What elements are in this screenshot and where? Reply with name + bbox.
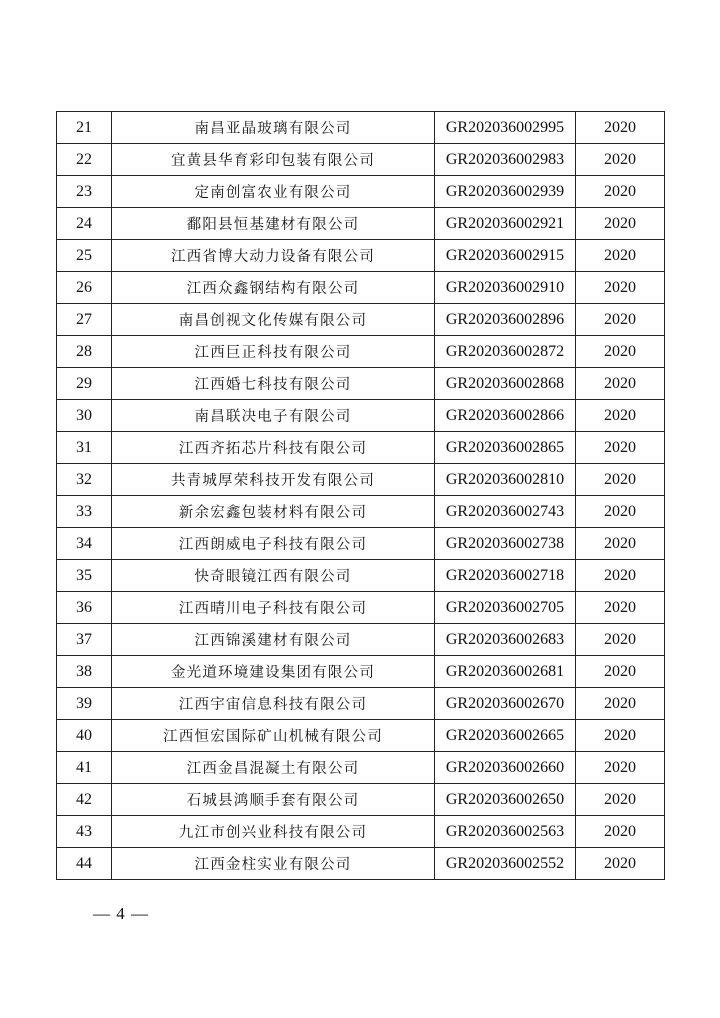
certificate-year: 2020 xyxy=(576,496,665,528)
company-name: 宜黄县华育彩印包装有限公司 xyxy=(112,144,435,176)
row-number: 44 xyxy=(57,848,112,880)
certificate-year: 2020 xyxy=(576,464,665,496)
certificate-number: GR202036002915 xyxy=(435,240,576,272)
certificate-year: 2020 xyxy=(576,432,665,464)
company-name: 金光道环境建设集团有限公司 xyxy=(112,656,435,688)
company-name: 南昌亚晶玻璃有限公司 xyxy=(112,112,435,144)
certificate-year: 2020 xyxy=(576,560,665,592)
table-row xyxy=(57,720,665,752)
certificate-number: GR202036002865 xyxy=(435,432,576,464)
certificate-year: 2020 xyxy=(576,208,665,240)
company-name: 南昌创视文化传媒有限公司 xyxy=(112,304,435,336)
company-name: 江西婚七科技有限公司 xyxy=(112,368,435,400)
table-row xyxy=(57,336,665,368)
company-name: 江西众鑫钢结构有限公司 xyxy=(112,272,435,304)
certificate-year: 2020 xyxy=(576,752,665,784)
table-row xyxy=(57,624,665,656)
certificate-number: GR202036002743 xyxy=(435,496,576,528)
table-row xyxy=(57,208,665,240)
certificate-year: 2020 xyxy=(576,368,665,400)
certificate-number: GR202036002563 xyxy=(435,816,576,848)
row-number: 42 xyxy=(57,784,112,816)
row-number: 40 xyxy=(57,720,112,752)
certificate-number: GR202036002868 xyxy=(435,368,576,400)
company-name: 南昌联决电子有限公司 xyxy=(112,400,435,432)
table-row xyxy=(57,816,665,848)
row-number: 37 xyxy=(57,624,112,656)
certificate-number: GR202036002896 xyxy=(435,304,576,336)
certificate-number: GR202036002718 xyxy=(435,560,576,592)
company-name: 定南创富农业有限公司 xyxy=(112,176,435,208)
certificate-year: 2020 xyxy=(576,688,665,720)
row-number: 29 xyxy=(57,368,112,400)
company-name: 石城县鸿顺手套有限公司 xyxy=(112,784,435,816)
certificate-number: GR202036002872 xyxy=(435,336,576,368)
company-name: 江西巨正科技有限公司 xyxy=(112,336,435,368)
enterprise-table xyxy=(56,111,665,880)
row-number: 32 xyxy=(57,464,112,496)
table-row xyxy=(57,560,665,592)
certificate-number: GR202036002683 xyxy=(435,624,576,656)
table-row xyxy=(57,656,665,688)
row-number: 31 xyxy=(57,432,112,464)
certificate-year: 2020 xyxy=(576,336,665,368)
row-number: 27 xyxy=(57,304,112,336)
certificate-year: 2020 xyxy=(576,848,665,880)
row-number: 21 xyxy=(57,112,112,144)
certificate-number: GR202036002910 xyxy=(435,272,576,304)
company-name: 江西晴川电子科技有限公司 xyxy=(112,592,435,624)
table-row xyxy=(57,784,665,816)
certificate-year: 2020 xyxy=(576,592,665,624)
table-row xyxy=(57,112,665,144)
row-number: 39 xyxy=(57,688,112,720)
certificate-number: GR202036002660 xyxy=(435,752,576,784)
table-row xyxy=(57,368,665,400)
company-name: 江西金昌混凝土有限公司 xyxy=(112,752,435,784)
table-row xyxy=(57,848,665,880)
certificate-number: GR202036002681 xyxy=(435,656,576,688)
table-row xyxy=(57,752,665,784)
table-row xyxy=(57,400,665,432)
table-row xyxy=(57,688,665,720)
certificate-year: 2020 xyxy=(576,304,665,336)
table-row xyxy=(57,432,665,464)
certificate-number: GR202036002670 xyxy=(435,688,576,720)
certificate-year: 2020 xyxy=(576,144,665,176)
certificate-number: GR202036002810 xyxy=(435,464,576,496)
row-number: 34 xyxy=(57,528,112,560)
certificate-year: 2020 xyxy=(576,528,665,560)
row-number: 36 xyxy=(57,592,112,624)
certificate-number: GR202036002552 xyxy=(435,848,576,880)
table-row xyxy=(57,528,665,560)
certificate-number: GR202036002995 xyxy=(435,112,576,144)
row-number: 22 xyxy=(57,144,112,176)
row-number: 30 xyxy=(57,400,112,432)
company-name: 江西省博大动力设备有限公司 xyxy=(112,240,435,272)
certificate-year: 2020 xyxy=(576,400,665,432)
table-row xyxy=(57,240,665,272)
certificate-year: 2020 xyxy=(576,272,665,304)
company-name: 江西齐拓芯片科技有限公司 xyxy=(112,432,435,464)
table-row xyxy=(57,304,665,336)
row-number: 43 xyxy=(57,816,112,848)
certificate-year: 2020 xyxy=(576,240,665,272)
certificate-number: GR202036002705 xyxy=(435,592,576,624)
certificate-year: 2020 xyxy=(576,656,665,688)
company-name: 江西金柱实业有限公司 xyxy=(112,848,435,880)
company-name: 江西朗威电子科技有限公司 xyxy=(112,528,435,560)
certificate-number: GR202036002650 xyxy=(435,784,576,816)
table-row xyxy=(57,592,665,624)
company-name: 共青城厚荣科技开发有限公司 xyxy=(112,464,435,496)
certificate-number: GR202036002665 xyxy=(435,720,576,752)
certificate-number: GR202036002921 xyxy=(435,208,576,240)
page-number: — 4 — xyxy=(93,904,149,923)
certificate-year: 2020 xyxy=(576,816,665,848)
table-row xyxy=(57,464,665,496)
row-number: 41 xyxy=(57,752,112,784)
table-row xyxy=(57,272,665,304)
company-name: 江西宇宙信息科技有限公司 xyxy=(112,688,435,720)
company-name: 新余宏鑫包装材料有限公司 xyxy=(112,496,435,528)
company-name: 江西恒宏国际矿山机械有限公司 xyxy=(112,720,435,752)
company-name: 鄱阳县恒基建材有限公司 xyxy=(112,208,435,240)
certificate-number: GR202036002983 xyxy=(435,144,576,176)
certificate-year: 2020 xyxy=(576,176,665,208)
certificate-number: GR202036002939 xyxy=(435,176,576,208)
certificate-year: 2020 xyxy=(576,112,665,144)
row-number: 28 xyxy=(57,336,112,368)
row-number: 24 xyxy=(57,208,112,240)
row-number: 38 xyxy=(57,656,112,688)
certificate-number: GR202036002738 xyxy=(435,528,576,560)
row-number: 33 xyxy=(57,496,112,528)
company-name: 九江市创兴业科技有限公司 xyxy=(112,816,435,848)
certificate-year: 2020 xyxy=(576,720,665,752)
certificate-year: 2020 xyxy=(576,784,665,816)
enterprise-table-body xyxy=(57,112,665,880)
certificate-year: 2020 xyxy=(576,624,665,656)
company-name: 江西锦溪建材有限公司 xyxy=(112,624,435,656)
row-number: 35 xyxy=(57,560,112,592)
row-number: 26 xyxy=(57,272,112,304)
table-row xyxy=(57,496,665,528)
row-number: 25 xyxy=(57,240,112,272)
table-row xyxy=(57,176,665,208)
certificate-number: GR202036002866 xyxy=(435,400,576,432)
row-number: 23 xyxy=(57,176,112,208)
company-name: 快奇眼镜江西有限公司 xyxy=(112,560,435,592)
table-row xyxy=(57,144,665,176)
